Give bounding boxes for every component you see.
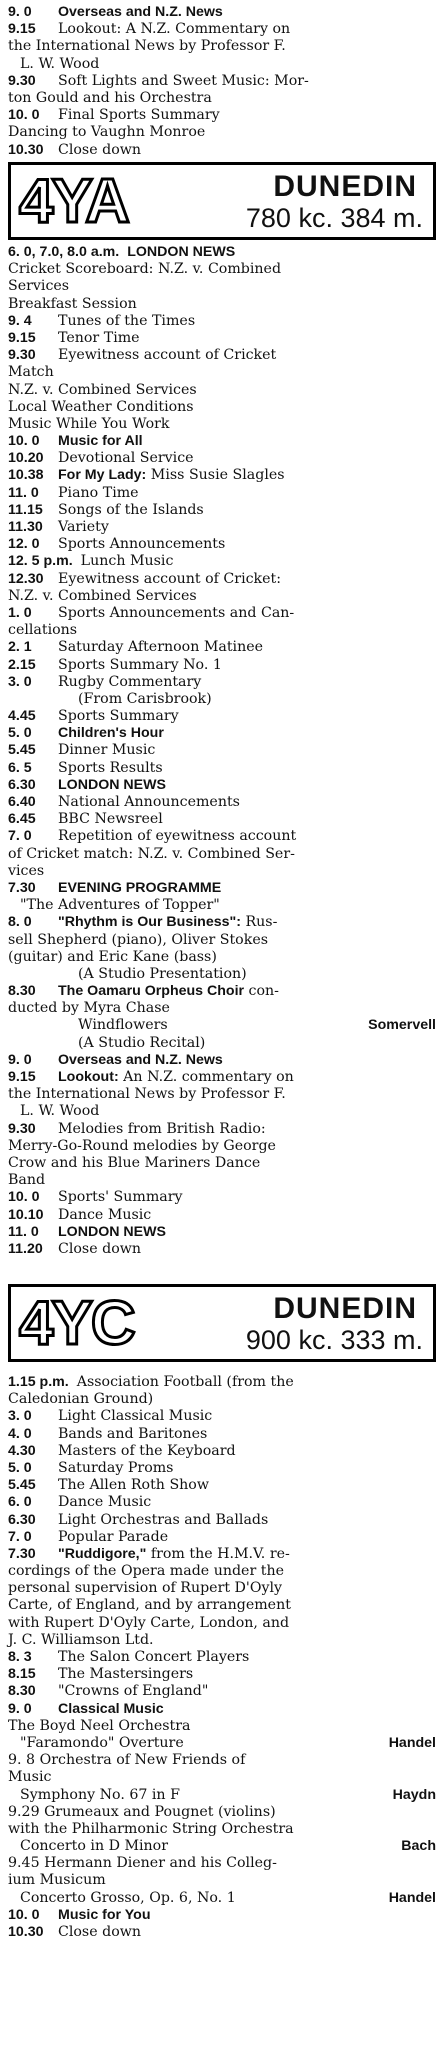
programme-detail-text: Band [8, 1172, 46, 1189]
programme-detail-text: cellations [8, 622, 78, 639]
programme-title: Soft Lights and Sweet Music: Mor- [58, 72, 309, 89]
programme-time: 9. 0 [8, 4, 32, 20]
programme-time: 12. 5 p.m. [8, 553, 73, 570]
programme-time: 7. 0 [8, 1528, 32, 1545]
programme-entry [8, 811, 438, 828]
composer-name: Bach [401, 1838, 436, 1855]
programme-title: Saturday Afternoon Matinee [58, 639, 264, 656]
programme-entry [8, 914, 438, 931]
programme-detail-text: with Rupert D'Oyly Carte, London, and [8, 1614, 290, 1631]
programme-title: LONDON NEWS [58, 1223, 166, 1240]
programme-entry [8, 142, 438, 159]
programme-detail-line [8, 1580, 438, 1597]
programme-detail-line [8, 1735, 438, 1752]
programme-entry [8, 467, 438, 484]
programme-detail-line [8, 1172, 438, 1189]
programme-time: 10.38 [8, 467, 44, 484]
programme-time: 10. 0 [8, 107, 40, 124]
programme-title: EVENING PROGRAMME [58, 879, 222, 896]
programme-detail-line [8, 278, 438, 295]
programme-entry [8, 519, 438, 536]
programme-title: Bands and Baritones [58, 1425, 208, 1442]
programme-title: Repetition of eyewitness account [58, 828, 297, 845]
programme-time: 6.45 [8, 811, 36, 828]
programme-detail-text: Local Weather Conditions [8, 398, 194, 415]
programme-entry [8, 742, 438, 759]
programme-detail-text: Concerto Grosso, Op. 6, No. 1 [20, 1889, 236, 1906]
programme-entry [8, 1069, 438, 1086]
programme-time: 2.15 [8, 656, 36, 673]
programme-detail-line [8, 897, 438, 914]
programme-detail-text: (guitar) and Eric Kane (bass) [8, 948, 217, 965]
programme-entry [8, 73, 438, 90]
programme-title: "Rhythm is Our Business": [58, 914, 241, 931]
programme-time: 9.15 [8, 21, 36, 38]
programme-title: Music for All [58, 433, 143, 450]
programme-title: Association Football (from the [76, 1374, 294, 1390]
programme-detail-text: of Cricket match: N.Z. v. Combined Ser- [8, 845, 295, 862]
programme-detail: An N.Z. commentary on [118, 1069, 294, 1085]
programme-detail-text: Windflowers [78, 1017, 168, 1034]
programme-title: Tunes of the Times [58, 312, 196, 329]
programme-detail-line [8, 1787, 438, 1804]
programme-title: Dance Music [58, 1494, 152, 1511]
programme-time: 10. 0 [8, 1189, 40, 1206]
programme-time: 5.45 [8, 742, 36, 759]
programme-detail-line [8, 622, 438, 639]
programme-time: 9. 0 [8, 1700, 32, 1717]
programme-detail-line [8, 1391, 438, 1408]
programme-title: Music for You [58, 1906, 151, 1923]
programme-detail-line [8, 691, 438, 708]
programme-detail-text: (From Carisbrook) [78, 690, 212, 707]
programme-detail-text: with the Philharmonic String Orchestra [8, 1820, 294, 1837]
programme-detail-line [8, 1086, 438, 1103]
programme-detail-line [8, 966, 438, 983]
programme-entry [8, 485, 438, 502]
programme-entry [8, 1426, 438, 1443]
programme-title: Overseas and N.Z. News [58, 1051, 223, 1068]
programme-time: 6. 0 [8, 1494, 32, 1511]
programme-title: Dance Music [58, 1206, 152, 1223]
programme-title: For My Lady: [58, 467, 147, 484]
programme-time: 3. 0 [8, 673, 32, 690]
programme-entry [8, 571, 438, 588]
programme-detail-text: Crow and his Blue Mariners Dance [8, 1154, 261, 1171]
programme-time: 12.30 [8, 570, 44, 587]
programme-detail-text: 9.29 Grumeaux and Pougnet (violins) [8, 1803, 276, 1820]
programme-detail-line [8, 38, 438, 55]
programme-detail-text: (A Studio Recital) [78, 1034, 206, 1051]
programme-entry [8, 502, 438, 519]
programme-title: BBC Newsreel [58, 811, 163, 828]
programme-detail-text: 9.45 Hermann Diener and his Colleg- [8, 1855, 277, 1872]
programme-time: 11.30 [8, 519, 43, 535]
programme-time: 9. 4 [8, 312, 32, 329]
programme-time: 6. 0, 7.0, 8.0 a.m. [8, 244, 120, 260]
programme-title: Masters of the Keyboard [58, 1442, 236, 1459]
station-listing-4yc [8, 1374, 438, 1941]
programme-detail-line [8, 1838, 438, 1855]
programme-detail-text: vices [8, 862, 45, 879]
programme-title: Lookout: [58, 1069, 119, 1085]
programme-detail-line [8, 1615, 438, 1632]
programme-title: Tenor Time [58, 329, 140, 346]
programme-entry [8, 760, 438, 777]
programme-detail-text: the International News by Professor F. [8, 38, 286, 55]
programme-title: Light Classical Music [58, 1408, 213, 1425]
programme-title: Sports Announcements [58, 536, 226, 553]
programme-title: Close down [58, 1240, 142, 1257]
programme-time: 8. 3 [8, 1649, 32, 1665]
programme-entry [8, 1224, 438, 1241]
station-logo: 4YA [19, 167, 128, 236]
programme-detail-text: The Boyd Neel Orchestra [8, 1717, 191, 1734]
programme-title: Lookout: A N.Z. Commentary on [58, 21, 291, 38]
programme-time: 7.30 [8, 1545, 36, 1562]
programme-time: 10. 0 [8, 433, 40, 450]
programme-entry [8, 1443, 438, 1460]
programme-title: Dinner Music [58, 742, 156, 759]
programme-entry [8, 674, 438, 691]
programme-title: Melodies from British Radio: [58, 1120, 266, 1137]
composer-name: Handel [388, 1889, 436, 1906]
programme-entry [8, 1907, 438, 1924]
programme-time: 7. 0 [8, 828, 32, 845]
programme-detail-text: personal supervision of Rupert D'Oyly [8, 1580, 283, 1597]
programme-entry [8, 553, 438, 570]
programme-detail-text: ium Musicum [8, 1872, 106, 1889]
programme-detail-text: Cricket Scoreboard: N.Z. v. Combined [8, 261, 282, 278]
programme-detail-text: "The Adventures of Topper" [20, 897, 220, 914]
programme-detail-text: L. W. Wood [20, 1103, 100, 1120]
programme-detail-line [8, 1769, 438, 1786]
programme-detail-line [8, 949, 438, 966]
programme-detail-line [8, 1718, 438, 1735]
programme-time: 11. 0 [8, 484, 39, 501]
programme-detail-text: N.Z. v. Combined Services [8, 587, 197, 604]
programme-detail-line [8, 90, 438, 107]
programme-detail-line [8, 416, 438, 433]
programme-detail-text: sell Shepherd (piano), Oliver Stokes [8, 931, 268, 948]
programme-entry [8, 330, 438, 347]
programme-time: 9.15 [8, 1069, 36, 1085]
programme-detail-line [8, 1597, 438, 1614]
station-frequency: 900 kc. 333 m. [245, 1325, 423, 1355]
programme-entry [8, 639, 438, 656]
programme-title: Sports Summary [58, 708, 179, 725]
station-listing-4ya [8, 244, 438, 1258]
composer-name: Handel [388, 1734, 436, 1751]
programme-entry [8, 107, 438, 124]
programme-title: "Ruddigore," [58, 1545, 147, 1562]
programme-entry [8, 1241, 438, 1258]
programme-time: 12. 0 [8, 536, 40, 553]
programme-detail-line [8, 1563, 438, 1580]
programme-entry [8, 983, 438, 1000]
programme-time: 5. 0 [8, 1459, 32, 1476]
programme-detail-line [8, 1000, 438, 1017]
programme-detail-line [8, 1872, 438, 1889]
programme-title: Close down [58, 141, 142, 158]
programme-time: 6.30 [8, 776, 36, 793]
programme-entry [8, 1512, 438, 1529]
programme-detail-line [8, 1855, 438, 1872]
programme-time: 11. 0 [8, 1223, 39, 1240]
station-header-4ya [8, 162, 436, 240]
programme-title: "Crowns of England" [58, 1683, 209, 1700]
programme-entry [8, 605, 438, 622]
programme-detail-line [8, 588, 438, 605]
programme-entry [8, 708, 438, 725]
programme-detail-text: Symphony No. 67 in F [20, 1786, 180, 1803]
programme-entry [8, 450, 438, 467]
programme-title: Light Orchestras and Ballads [58, 1511, 269, 1528]
programme-detail-line [8, 1890, 438, 1907]
programme-entry [8, 4, 438, 21]
programme-entry [8, 536, 438, 553]
programme-detail-text: Match [8, 364, 54, 381]
programme-detail-line [8, 364, 438, 381]
programme-detail-line [8, 1138, 438, 1155]
programme-detail-text: (A Studio Presentation) [78, 965, 247, 982]
programme-detail: from the H.M.V. re- [146, 1545, 290, 1562]
programme-time: 2. 1 [8, 639, 32, 656]
programme-entry [8, 794, 438, 811]
previous-station-listing [8, 4, 438, 159]
programme-entry [8, 1494, 438, 1511]
station-city: DUNEDIN [273, 170, 417, 203]
programme-time: 9.30 [8, 1120, 36, 1137]
programme-entry [8, 1189, 438, 1206]
programme-detail-text: Music While You Work [8, 415, 170, 432]
programme-time: 7.30 [8, 879, 36, 896]
programme-title: Final Sports Summary [58, 107, 220, 124]
programme-entry [8, 1683, 438, 1700]
programme-title: Sports Summary No. 1 [58, 656, 222, 673]
programme-detail-text: Services [8, 278, 70, 295]
station-frequency: 780 kc. 384 m. [245, 203, 423, 233]
programme-detail-text: ducted by Myra Chase [8, 1000, 170, 1017]
programme-entry [8, 1529, 438, 1546]
programme-entry [8, 1121, 438, 1138]
programme-detail-line [8, 1103, 438, 1120]
programme-title: The Mastersingers [58, 1666, 194, 1683]
programme-detail-line [8, 1017, 438, 1034]
programme-title: Sports Results [58, 759, 163, 776]
programme-entry [8, 347, 438, 364]
composer-name: Somervell [368, 1017, 436, 1034]
programme-detail-text: the International News by Professor F. [8, 1086, 286, 1103]
programme-title: The Salon Concert Players [58, 1649, 250, 1665]
programme-title: The Oamaru Orpheus Choir [58, 983, 245, 1000]
programme-detail: Miss Susie Slagles [146, 467, 285, 484]
programme-entry [8, 1052, 438, 1069]
programme-title: Saturday Proms [58, 1459, 174, 1476]
programme-detail-line [8, 863, 438, 880]
programme-title: Devotional Service [58, 450, 194, 467]
programme-entry [8, 433, 438, 450]
programme-entry [8, 1408, 438, 1425]
programme-title: Songs of the Islands [58, 501, 204, 518]
programme-detail-line [8, 846, 438, 863]
programme-title: Piano Time [58, 484, 139, 501]
programme-time: 8.15 [8, 1666, 36, 1683]
programme-time: 5. 0 [8, 725, 32, 742]
programme-title: Close down [58, 1924, 142, 1940]
programme-time: 8. 0 [8, 914, 32, 931]
programme-detail-text: Breakfast Session [8, 295, 137, 312]
programme-title: Children's Hour [58, 725, 164, 742]
programme-time: 6. 5 [8, 759, 32, 776]
programme-title: Sports Announcements and Can- [58, 604, 295, 621]
programme-detail-line [8, 382, 438, 399]
composer-name: Haydn [392, 1786, 436, 1803]
programme-title: Lunch Music [80, 553, 174, 570]
programme-time: 4.30 [8, 1442, 36, 1459]
programme-detail-text: Concerto in D Minor [20, 1838, 169, 1855]
programme-detail-text: L. W. Wood [20, 55, 100, 72]
programme-entry [8, 828, 438, 845]
programme-time: 3. 0 [8, 1408, 32, 1425]
programme-entry [8, 1924, 438, 1941]
programme-title: National Announcements [58, 794, 240, 810]
programme-time: 11.15 [8, 501, 43, 518]
programme-time: 8.30 [8, 1683, 36, 1700]
station-logo: 4YC [19, 1289, 134, 1358]
programme-detail-line [8, 399, 438, 416]
programme-entry [8, 1477, 438, 1494]
programme-entry [8, 1701, 438, 1718]
programme-time: 9.15 [8, 329, 36, 346]
programme-entry [8, 657, 438, 674]
programme-title: Sports' Summary [58, 1189, 183, 1206]
programme-time: 11.20 [8, 1240, 43, 1257]
programme-time: 5.45 [8, 1477, 36, 1494]
programme-detail-line [8, 296, 438, 313]
programme-detail-line [8, 1632, 438, 1649]
programme-title: Eyewitness account of Cricket: [58, 570, 282, 587]
programme-detail-line [8, 1155, 438, 1172]
programme-title: Rugby Commentary [58, 673, 202, 690]
programme-detail-text: ton Gould and his Orchestra [8, 89, 212, 106]
programme-time: 10.30 [8, 141, 44, 158]
programme-title: Popular Parade [58, 1528, 169, 1545]
programme-time: 10.20 [8, 450, 44, 467]
station-city: DUNEDIN [273, 1292, 417, 1325]
programme-detail-line [8, 932, 438, 949]
programme-time: 4. 0 [8, 1425, 32, 1442]
programme-entry [8, 313, 438, 330]
programme-detail-line [8, 1035, 438, 1052]
programme-title: Variety [58, 519, 109, 535]
programme-entry [8, 1666, 438, 1683]
programme-detail-text: cordings of the Opera made under the [8, 1563, 284, 1580]
programme-detail-line [8, 261, 438, 278]
programme-time: 9.30 [8, 347, 36, 364]
programme-time: 4.45 [8, 708, 36, 725]
programme-detail-text: 9. 8 Orchestra of New Friends of [8, 1752, 246, 1769]
programme-time: 9.30 [8, 72, 36, 89]
programme-detail-text: Merry-Go-Round melodies by George [8, 1137, 276, 1154]
programme-time: 10.30 [8, 1924, 44, 1940]
programme-title: LONDON NEWS [127, 244, 236, 260]
programme-entry [8, 1207, 438, 1224]
programme-time: 6.30 [8, 1511, 36, 1528]
programme-detail: Rus- [240, 914, 278, 931]
programme-entry [8, 880, 438, 897]
programme-entry [8, 1546, 438, 1563]
programme-title: Overseas and N.Z. News [58, 4, 223, 20]
programme-entry [8, 1460, 438, 1477]
programme-detail-line [8, 124, 438, 141]
programme-time: 8.30 [8, 983, 36, 1000]
programme-title: The Allen Roth Show [58, 1477, 209, 1494]
programme-detail-line [8, 56, 438, 73]
programme-time: 10. 0 [8, 1906, 40, 1923]
station-header-4yc [8, 1284, 436, 1362]
programme-title: Classical Music [58, 1700, 164, 1717]
programme-title: LONDON NEWS [58, 776, 166, 793]
programme-entry [8, 1374, 438, 1391]
programme-detail-text: N.Z. v. Combined Services [8, 381, 197, 398]
programme-entry [8, 1649, 438, 1666]
programme-time: 10.10 [8, 1206, 44, 1223]
programme-detail-line [8, 1804, 438, 1821]
programme-detail-line [8, 1752, 438, 1769]
programme-detail-text: Caledonian Ground) [8, 1391, 154, 1408]
programme-detail-text: Carte, of England, and by arrangement [8, 1597, 291, 1614]
programme-entry [8, 244, 438, 261]
programme-detail-line [8, 1821, 438, 1838]
programme-detail-text: Music [8, 1769, 52, 1786]
programme-time: 9. 0 [8, 1051, 32, 1068]
programme-title: Eyewitness account of Cricket [58, 347, 277, 364]
programme-detail-text: "Faramondo" Overture [20, 1734, 184, 1751]
programme-time: 6.40 [8, 794, 36, 810]
programme-time: 1.15 p.m. [8, 1374, 69, 1390]
programme-detail-text: J. C. Williamson Ltd. [8, 1631, 154, 1648]
programme-entry [8, 725, 438, 742]
programme-detail-text: Dancing to Vaughn Monroe [8, 124, 206, 141]
programme-entry [8, 21, 438, 38]
programme-time: 1. 0 [8, 604, 32, 621]
programme-entry [8, 777, 438, 794]
programme-detail: con- [244, 983, 279, 1000]
